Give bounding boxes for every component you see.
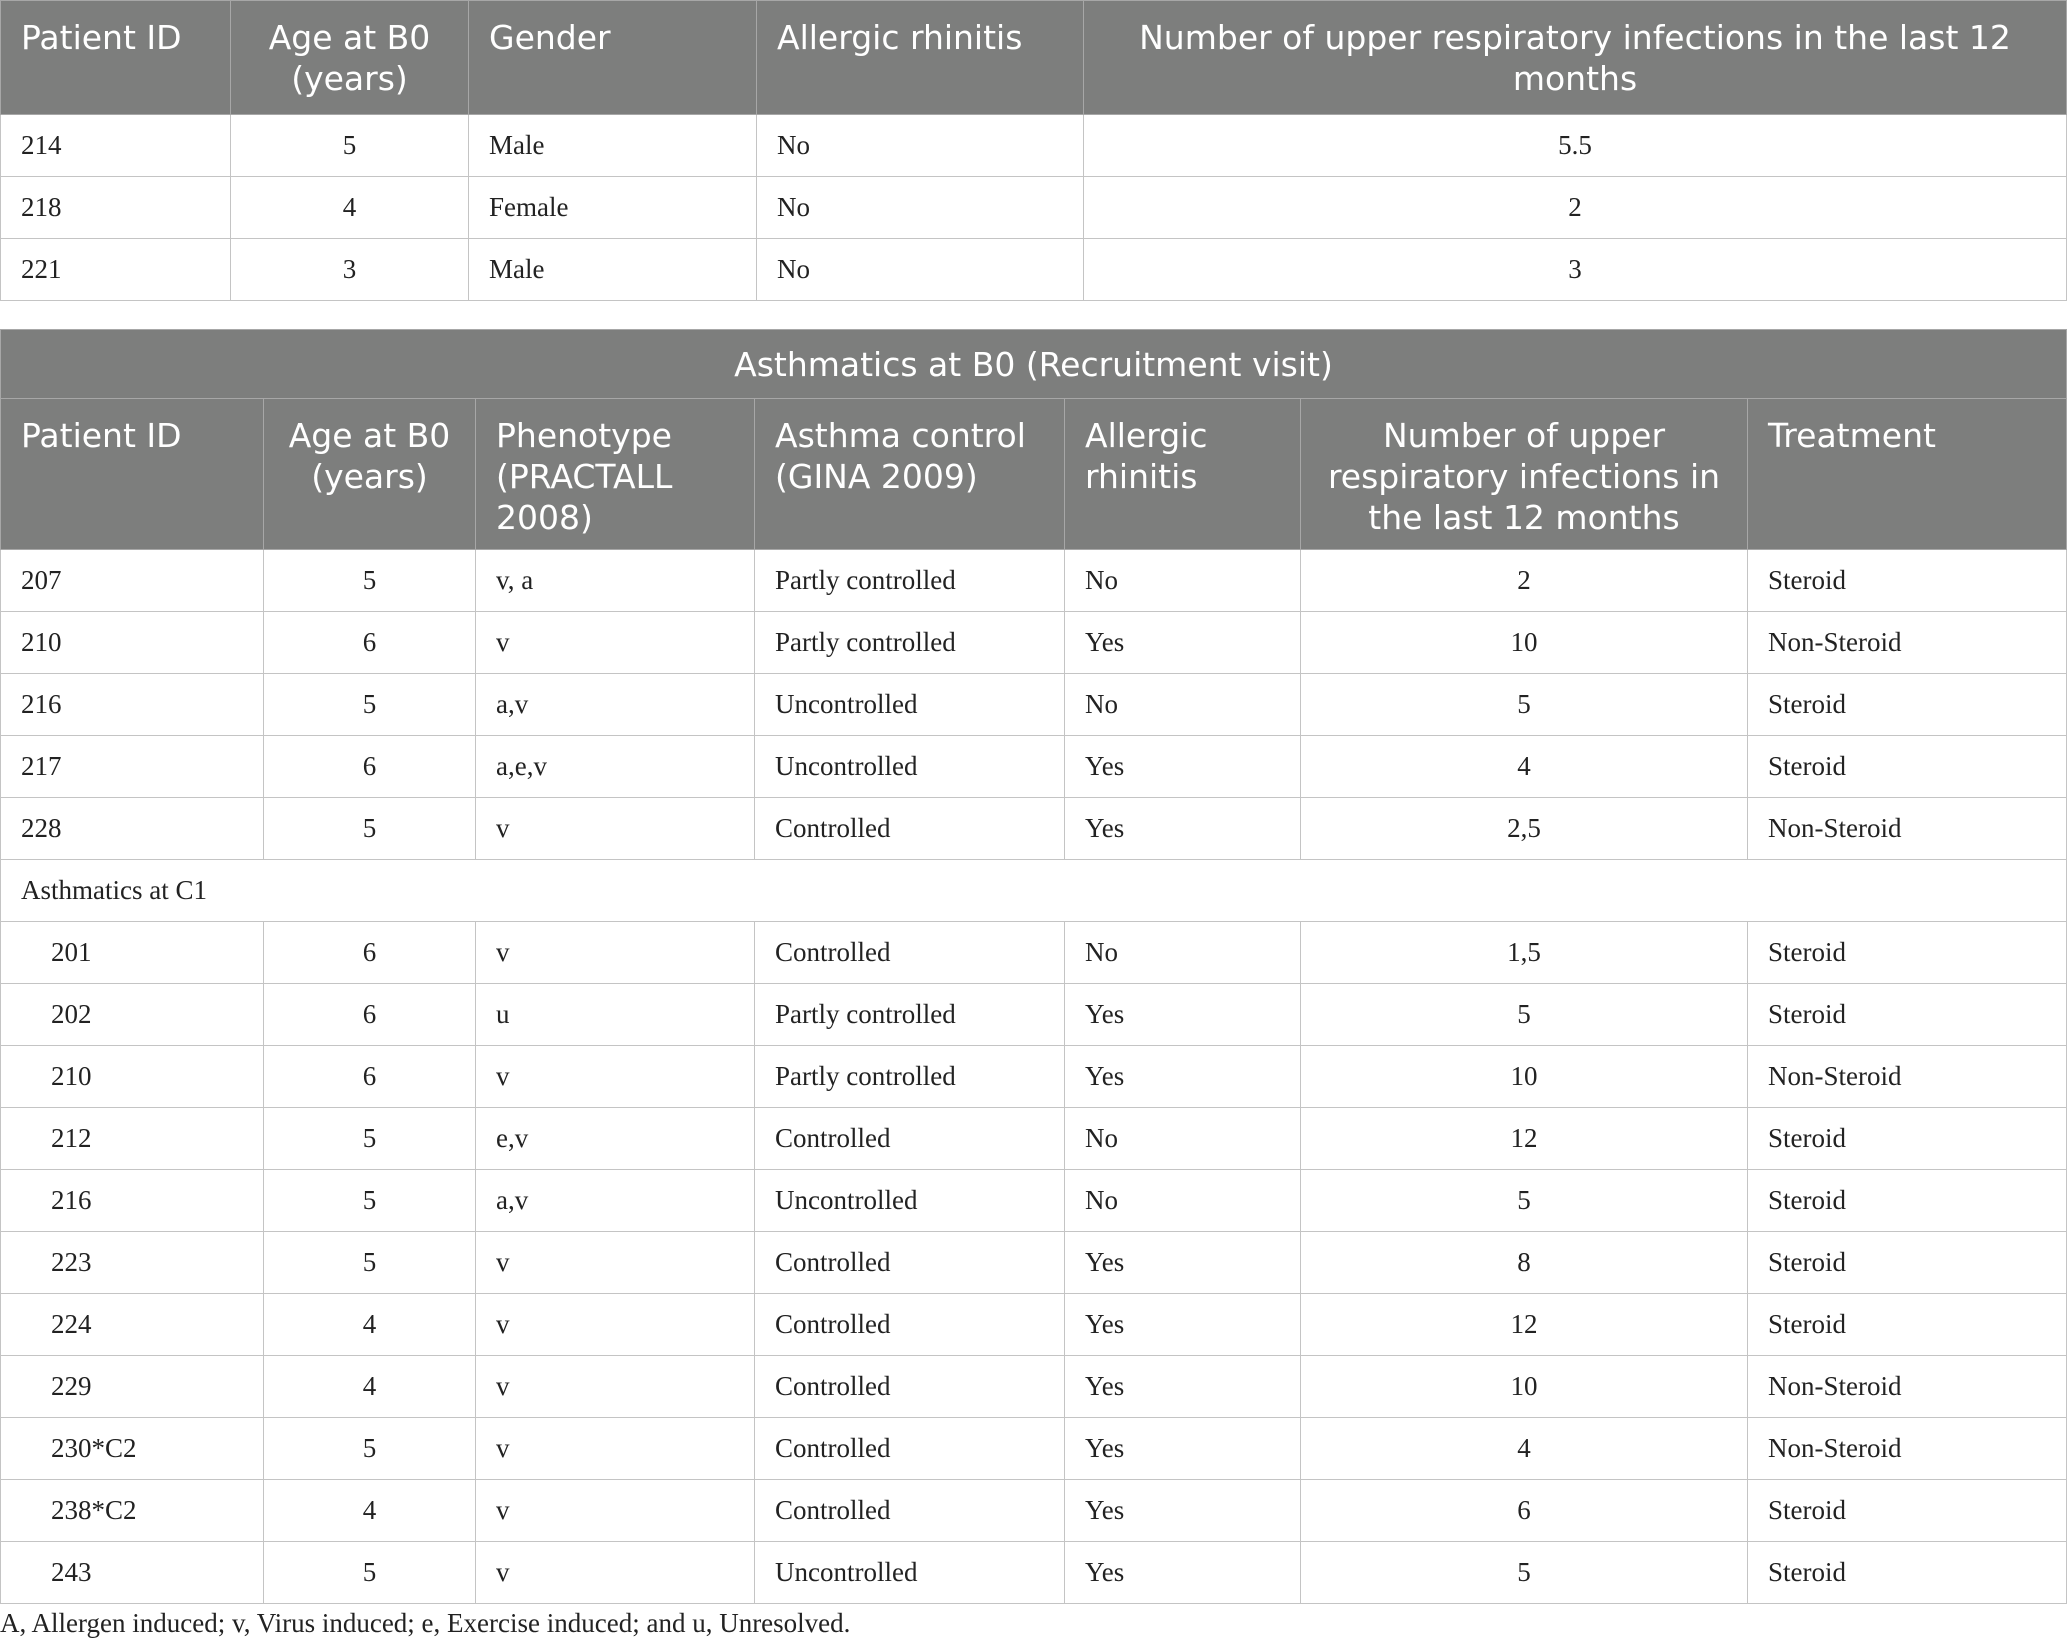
cell-phenotype: v [476, 1480, 755, 1542]
cell-age: 6 [264, 922, 476, 984]
cell-age: 4 [264, 1294, 476, 1356]
cell-allergic-rhinitis: No [1065, 550, 1301, 612]
table2-banner: Asthmatics at B0 (Recruitment visit) [1, 330, 2067, 399]
cell-treatment: Steroid [1748, 550, 2067, 612]
cell-phenotype: v, a [476, 550, 755, 612]
table1-header-gender: Gender [469, 1, 757, 115]
cell-infections: 4 [1301, 736, 1748, 798]
cell-patient-id: 216 [1, 674, 264, 736]
cell-age: 5 [264, 1418, 476, 1480]
cell-treatment: Steroid [1748, 1480, 2067, 1542]
table-row [1, 922, 2067, 984]
table-row [1, 177, 2067, 239]
cell-phenotype: a,e,v [476, 736, 755, 798]
cell-age: 5 [264, 1108, 476, 1170]
cell-treatment: Steroid [1748, 1108, 2067, 1170]
cell-infections: 10 [1301, 612, 1748, 674]
cell-patient-id: 210 [1, 612, 264, 674]
cell-treatment: Steroid [1748, 922, 2067, 984]
cell-asthma-control: Controlled [755, 1294, 1065, 1356]
table-row [1, 674, 2067, 736]
table-row [1, 1356, 2067, 1418]
cell-patient-id: 217 [1, 736, 264, 798]
cell-treatment: Steroid [1748, 984, 2067, 1046]
cell-infections: 10 [1301, 1356, 1748, 1418]
cell-asthma-control: Uncontrolled [755, 674, 1065, 736]
cell-age: 5 [264, 798, 476, 860]
table-row [1, 1418, 2067, 1480]
cell-phenotype: v [476, 1418, 755, 1480]
cell-asthma-control: Controlled [755, 798, 1065, 860]
cell-patient-id: 230*C2 [1, 1418, 264, 1480]
cell-infections: 12 [1301, 1294, 1748, 1356]
cell-allergic-rhinitis: No [757, 239, 1084, 301]
cell-age: 4 [231, 177, 469, 239]
cell-patient-id: 228 [1, 798, 264, 860]
table-row [1, 550, 2067, 612]
cell-phenotype: v [476, 1542, 755, 1604]
cell-allergic-rhinitis: Yes [1065, 1356, 1301, 1418]
cell-phenotype: a,v [476, 1170, 755, 1232]
cell-infections: 2 [1084, 177, 2067, 239]
table-row [1, 115, 2067, 177]
cell-allergic-rhinitis: Yes [1065, 736, 1301, 798]
cell-treatment: Non-Steroid [1748, 1356, 2067, 1418]
table2-subheading-section [1, 860, 2067, 922]
table2-banner-row [1, 330, 2067, 399]
cell-phenotype: a,v [476, 674, 755, 736]
cell-infections: 5 [1301, 1542, 1748, 1604]
cell-age: 6 [264, 984, 476, 1046]
table-row [1, 239, 2067, 301]
table-row [1, 1294, 2067, 1356]
cell-infections: 2 [1301, 550, 1748, 612]
cell-asthma-control: Controlled [755, 1418, 1065, 1480]
cell-patient-id: 223 [1, 1232, 264, 1294]
table1-header-row [1, 1, 2067, 115]
cell-allergic-rhinitis: Yes [1065, 1542, 1301, 1604]
cell-patient-id: 207 [1, 550, 264, 612]
cell-gender: Male [469, 115, 757, 177]
table-row [1, 1046, 2067, 1108]
table2-header-treatment: Treatment [1748, 399, 2067, 550]
cell-asthma-control: Partly controlled [755, 984, 1065, 1046]
cell-treatment: Steroid [1748, 1542, 2067, 1604]
table-row [1, 736, 2067, 798]
subheading-row [1, 860, 2067, 922]
table-row [1, 984, 2067, 1046]
cell-allergic-rhinitis: No [1065, 922, 1301, 984]
cell-patient-id: 201 [1, 922, 264, 984]
cell-infections: 5 [1301, 984, 1748, 1046]
cell-asthma-control: Controlled [755, 1356, 1065, 1418]
cell-patient-id: 212 [1, 1108, 264, 1170]
cell-treatment: Non-Steroid [1748, 1046, 2067, 1108]
cell-allergic-rhinitis: Yes [1065, 1232, 1301, 1294]
cell-allergic-rhinitis: Yes [1065, 1418, 1301, 1480]
cell-allergic-rhinitis: Yes [1065, 1294, 1301, 1356]
table2-header-infections: Number of upper respiratory infections in the last 12 months [1301, 399, 1748, 550]
table1-header-patient-id: Patient ID [1, 1, 231, 115]
cell-age: 5 [264, 1232, 476, 1294]
footnote: A, Allergen induced; v, Virus induced; e, Exercise induced; and u, Unresolved. [0, 1608, 851, 1638]
cell-allergic-rhinitis: Yes [1065, 798, 1301, 860]
cell-infections: 4 [1301, 1418, 1748, 1480]
cell-patient-id: 243 [1, 1542, 264, 1604]
cell-infections: 12 [1301, 1108, 1748, 1170]
cell-infections: 10 [1301, 1046, 1748, 1108]
table-row [1, 1542, 2067, 1604]
cell-phenotype: u [476, 984, 755, 1046]
cell-asthma-control: Uncontrolled [755, 736, 1065, 798]
cell-infections: 5 [1301, 674, 1748, 736]
cell-patient-id: 224 [1, 1294, 264, 1356]
table2-body-b0 [1, 550, 2067, 860]
cell-asthma-control: Controlled [755, 1480, 1065, 1542]
cell-patient-id: 221 [1, 239, 231, 301]
cell-infections: 5 [1301, 1170, 1748, 1232]
cell-phenotype: v [476, 1294, 755, 1356]
cell-gender: Male [469, 239, 757, 301]
cell-patient-id: 216 [1, 1170, 264, 1232]
cell-age: 4 [264, 1356, 476, 1418]
cell-infections: 5.5 [1084, 115, 2067, 177]
cell-phenotype: v [476, 612, 755, 674]
cell-allergic-rhinitis: Yes [1065, 612, 1301, 674]
cell-treatment: Steroid [1748, 736, 2067, 798]
table-row [1, 612, 2067, 674]
cell-infections: 2,5 [1301, 798, 1748, 860]
cell-asthma-control: Controlled [755, 1108, 1065, 1170]
cell-age: 5 [264, 1170, 476, 1232]
cell-allergic-rhinitis: Yes [1065, 1046, 1301, 1108]
cell-treatment: Steroid [1748, 1232, 2067, 1294]
cell-asthma-control: Partly controlled [755, 1046, 1065, 1108]
cell-age: 5 [264, 550, 476, 612]
cell-asthma-control: Partly controlled [755, 550, 1065, 612]
cell-asthma-control: Controlled [755, 1232, 1065, 1294]
cell-phenotype: v [476, 1232, 755, 1294]
table2-header-phenotype: Phenotype (PRACTALL 2008) [476, 399, 755, 550]
table2-header-row [1, 399, 2067, 550]
table-row [1, 1108, 2067, 1170]
control-group-table [0, 0, 2067, 301]
cell-allergic-rhinitis: Yes [1065, 984, 1301, 1046]
cell-treatment: Steroid [1748, 1294, 2067, 1356]
cell-patient-id: 214 [1, 115, 231, 177]
cell-treatment: Non-Steroid [1748, 612, 2067, 674]
cell-asthma-control: Uncontrolled [755, 1170, 1065, 1232]
cell-treatment: Steroid [1748, 1170, 2067, 1232]
cell-age: 5 [264, 1542, 476, 1604]
cell-age: 6 [264, 612, 476, 674]
cell-infections: 8 [1301, 1232, 1748, 1294]
cell-asthma-control: Controlled [755, 922, 1065, 984]
cell-patient-id: 238*C2 [1, 1480, 264, 1542]
cell-asthma-control: Uncontrolled [755, 1542, 1065, 1604]
cell-patient-id: 202 [1, 984, 264, 1046]
cell-asthma-control: Partly controlled [755, 612, 1065, 674]
cell-treatment: Non-Steroid [1748, 1418, 2067, 1480]
table1-header-age: Age at B0 (years) [231, 1, 469, 115]
cell-allergic-rhinitis: No [1065, 1170, 1301, 1232]
cell-patient-id: 229 [1, 1356, 264, 1418]
table2-header-age: Age at B0 (years) [264, 399, 476, 550]
cell-infections: 3 [1084, 239, 2067, 301]
cell-age: 5 [231, 115, 469, 177]
table-row [1, 1232, 2067, 1294]
cell-allergic-rhinitis: Yes [1065, 1480, 1301, 1542]
cell-patient-id: 218 [1, 177, 231, 239]
table-row [1, 1170, 2067, 1232]
cell-age: 3 [231, 239, 469, 301]
cell-infections: 6 [1301, 1480, 1748, 1542]
cell-phenotype: v [476, 922, 755, 984]
cell-age: 5 [264, 674, 476, 736]
table1-body [1, 115, 2067, 301]
cell-phenotype: e,v [476, 1108, 755, 1170]
cell-treatment: Non-Steroid [1748, 798, 2067, 860]
cell-allergic-rhinitis: No [757, 177, 1084, 239]
table1-header-infections: Number of upper respiratory infections in the last 12 months [1084, 1, 2067, 115]
table2-header-allergic-rhinitis: Allergic rhinitis [1065, 399, 1301, 550]
table2-header-asthma-control: Asthma control (GINA 2009) [755, 399, 1065, 550]
asthmatics-table [0, 329, 2067, 1604]
cell-phenotype: v [476, 1046, 755, 1108]
cell-age: 4 [264, 1480, 476, 1542]
cell-gender: Female [469, 177, 757, 239]
cell-allergic-rhinitis: No [757, 115, 1084, 177]
cell-infections: 1,5 [1301, 922, 1748, 984]
cell-patient-id: 210 [1, 1046, 264, 1108]
cell-allergic-rhinitis: No [1065, 1108, 1301, 1170]
table2-body-c1 [1, 922, 2067, 1604]
subheading-asthmatics-c1: Asthmatics at C1 [1, 860, 2067, 922]
cell-age: 6 [264, 736, 476, 798]
cell-treatment: Steroid [1748, 674, 2067, 736]
table2-header-patient-id: Patient ID [1, 399, 264, 550]
cell-phenotype: v [476, 1356, 755, 1418]
table-row [1, 1480, 2067, 1542]
table-row [1, 798, 2067, 860]
cell-age: 6 [264, 1046, 476, 1108]
cell-allergic-rhinitis: No [1065, 674, 1301, 736]
table1-header-allergic-rhinitis: Allergic rhinitis [757, 1, 1084, 115]
cell-phenotype: v [476, 798, 755, 860]
